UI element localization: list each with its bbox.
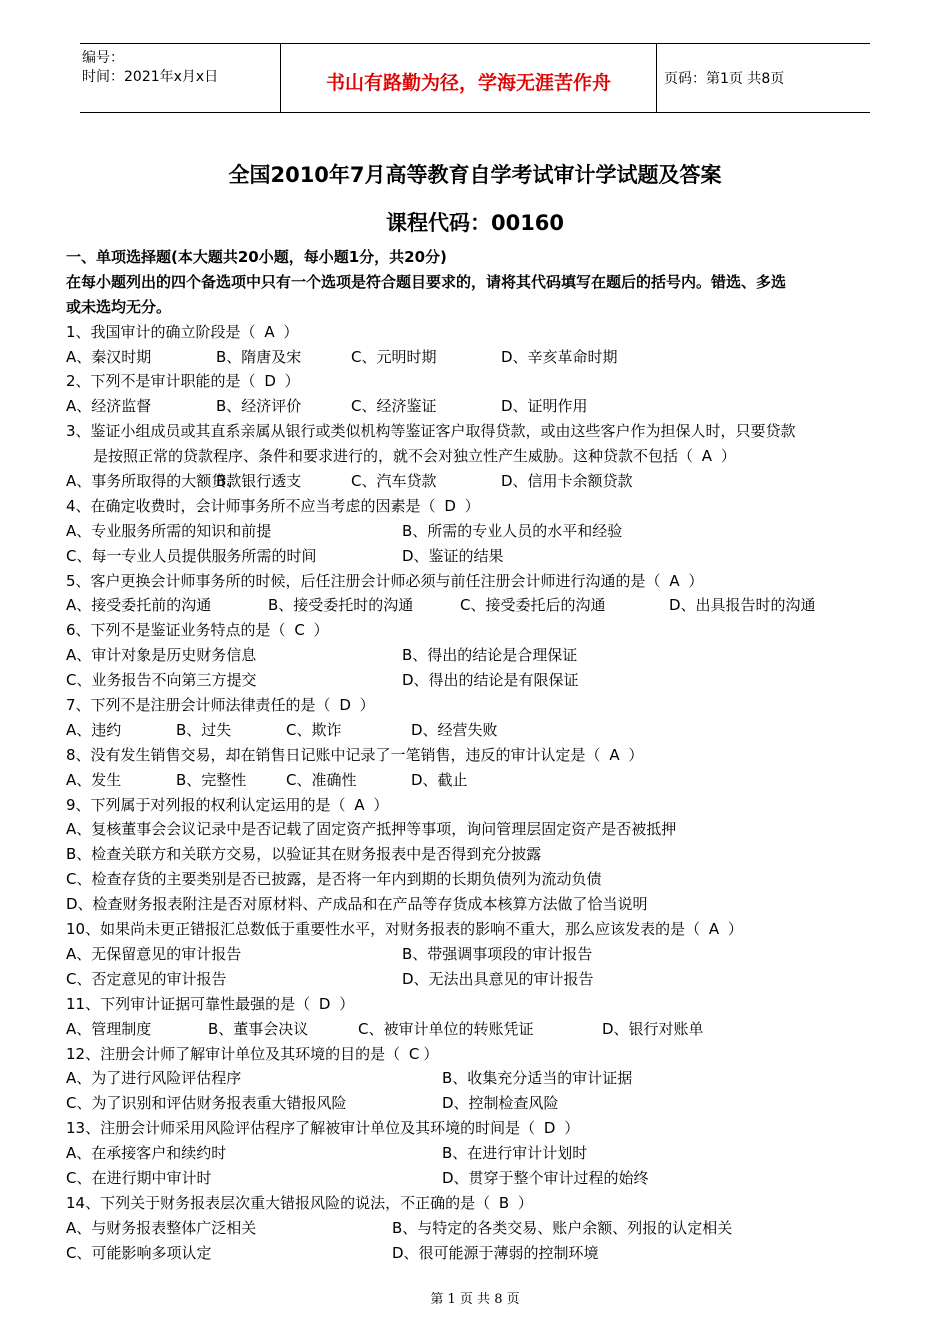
question-stem <box>66 369 886 394</box>
question-text: 2、下列不是审计职能的是（ <box>66 372 261 391</box>
option-text: A、事务所取得的大额贷款 <box>66 472 242 491</box>
question-text: ） <box>559 1119 580 1138</box>
option-row <box>66 668 886 693</box>
question-stem <box>66 320 886 345</box>
question-text: 14、下列关于财务报表层次重大错报风险的说法，不正确的是（ <box>66 1193 495 1212</box>
option-text: B、在进行审计计划时 <box>442 1144 588 1163</box>
option-row <box>66 942 886 967</box>
option-text: D、很可能源于薄弱的控制环境 <box>392 1243 599 1262</box>
option-text: A、违约 <box>66 720 122 739</box>
page-header <box>80 43 870 113</box>
question-stem <box>66 793 886 818</box>
question-stem <box>66 693 886 718</box>
option-row <box>66 768 886 793</box>
option-text: B、所需的专业人员的水平和经验 <box>402 521 623 540</box>
option-text: D、鉴证的结果 <box>402 546 504 565</box>
option-text: B、经济评价 <box>216 397 302 416</box>
option-row <box>66 1216 886 1241</box>
question-stem <box>66 1116 886 1141</box>
question-text: 11、下列审计证据可靠性最强的是（ <box>66 994 315 1013</box>
option-row <box>66 1066 886 1091</box>
option-text: D、出具报告时的沟通 <box>669 596 816 615</box>
option-row <box>66 1091 886 1116</box>
option-text: C、汽车贷款 <box>351 472 437 491</box>
option-row <box>66 643 886 668</box>
option-row <box>66 1241 886 1266</box>
option-text: A、经济监督 <box>66 397 152 416</box>
answer-letter: A <box>701 447 713 466</box>
question-text: 7、下列不是注册会计师法律责任的是（ <box>66 696 336 715</box>
option-text: A、管理制度 <box>66 1019 152 1038</box>
question-text: 9、下列属于对列报的权利认定运用的是（ <box>66 795 351 814</box>
question-text: 1、我国审计的确立阶段是（ <box>66 322 261 341</box>
question-stem <box>66 992 886 1017</box>
option-text: B、带强调事项段的审计报告 <box>402 944 593 963</box>
option-text: A、秦汉时期 <box>66 347 152 366</box>
option-text: D、证明作用 <box>501 397 588 416</box>
option-text: B、收集充分适当的审计证据 <box>442 1069 633 1088</box>
option-row <box>66 519 886 544</box>
option-text: B、接受委托时的沟通 <box>268 596 414 615</box>
option-text: C、可能影响多项认定 <box>66 1243 212 1262</box>
question-stem <box>66 419 886 444</box>
option-text: A、无保留意见的审计报告 <box>66 944 242 963</box>
option-text: B、董事会决议 <box>208 1019 309 1038</box>
option-text: D、信用卡余额贷款 <box>501 472 633 491</box>
question-text: ） <box>368 795 389 814</box>
exam-body <box>66 245 886 1266</box>
answer-letter: A <box>609 745 620 764</box>
question-stem <box>66 743 886 768</box>
option-text: D、检查财务报表附注是否对原材料、产成品和在产品等存货成本核算方法做了恰当说明 <box>66 895 648 914</box>
option-row <box>66 842 886 867</box>
question-text: ） <box>723 920 743 939</box>
option-text: C、在进行期中审计时 <box>66 1168 212 1187</box>
option-text: B、完整性 <box>176 770 247 789</box>
answer-letter: A <box>354 795 365 814</box>
question-text: ） <box>459 496 480 515</box>
option-text: B、得出的结论是合理保证 <box>402 646 578 665</box>
question-text: ） <box>278 322 299 341</box>
option-text: B、与特定的各类交易、账户余额、列报的认定相关 <box>392 1218 733 1237</box>
option-text: A、为了进行风险评估程序 <box>66 1069 242 1088</box>
option-text: D、银行对账单 <box>602 1019 704 1038</box>
option-text: D、无法出具意见的审计报告 <box>402 969 594 988</box>
option-text: A、接受委托前的沟通 <box>66 596 212 615</box>
option-text: D、贯穿于整个审计过程的始终 <box>442 1168 649 1187</box>
option-text: C、否定意见的审计报告 <box>66 969 227 988</box>
option-row <box>66 544 886 569</box>
page-footer: 第 1 页 共 8 页 <box>430 1292 520 1307</box>
question-text: 5、客户更换会计师事务所的时候，后任注册会计师必须与前任注册会计师进行沟通的是（ <box>66 571 666 590</box>
question-text: ） <box>716 447 736 466</box>
option-text: C、为了识别和评估财务报表重大错报风险 <box>66 1094 347 1113</box>
question-text: ） <box>683 571 704 590</box>
question-stem <box>66 1042 886 1067</box>
option-text: B、银行透支 <box>216 472 302 491</box>
question-text: 12、注册会计师了解审计单位及其环境的目的是（ <box>66 1044 405 1063</box>
option-text: C、每一专业人员提供服务所需的时间 <box>66 546 317 565</box>
answer-letter: D <box>318 994 331 1013</box>
option-row <box>66 394 886 419</box>
question-text: ） <box>423 1044 439 1063</box>
option-row <box>66 867 886 892</box>
option-text: C、检查存货的主要类别是否已披露，是否将一年内到期的长期负债列为流动负债 <box>66 870 602 889</box>
answer-letter: C <box>294 621 305 640</box>
question-text: 是按照正常的贷款程序、条件和要求进行的，就不会对独立性产生威胁。这种贷款不包括（ <box>93 447 698 466</box>
option-text: D、截止 <box>411 770 468 789</box>
question-stem <box>66 917 886 942</box>
question-text: 13、注册会计师采用风险评估程序了解被审计单位及其环境的时间是（ <box>66 1119 540 1138</box>
question-text: ） <box>623 745 644 764</box>
option-text: C、被审计单位的转账凭证 <box>358 1019 534 1038</box>
option-text: D、控制检查风险 <box>442 1094 559 1113</box>
option-row <box>66 593 886 618</box>
question-stem <box>66 569 886 594</box>
option-text: C、欺诈 <box>286 720 342 739</box>
question-stem-continued <box>66 444 886 469</box>
option-row <box>66 718 886 743</box>
document-title: 全国2010年7月高等教育自学考试审计学试题及答案 <box>228 163 722 187</box>
instruction-line: 或未选均无分。 <box>66 297 172 316</box>
time-label: 时间：2021年x月x日 <box>82 69 219 85</box>
page-label: 页码：第1页 共8页 <box>664 71 785 87</box>
option-row <box>66 469 886 494</box>
header-motto-cell <box>280 44 657 112</box>
option-text: B、检查关联方和关联方交易，以验证其在财务报表中是否得到充分披露 <box>66 845 542 864</box>
option-text: C、经济鉴证 <box>351 397 437 416</box>
option-text: A、与财务报表整体广泛相关 <box>66 1218 257 1237</box>
option-text: B、过失 <box>176 720 232 739</box>
option-text: A、发生 <box>66 770 122 789</box>
question-text: 10、如果尚未更正错报汇总数低于重要性水平，对财务报表的影响不重大，那么应该发表的是（ <box>66 920 705 939</box>
question-stem <box>66 618 886 643</box>
option-text: C、元明时期 <box>351 347 437 366</box>
answer-letter: A <box>264 322 275 341</box>
option-row <box>66 1141 886 1166</box>
question-text: 4、在确定收费时，会计师事务所不应当考虑的因素是（ <box>66 496 441 515</box>
question-text: ） <box>513 1193 533 1212</box>
option-text: A、复核董事会会议记录中是否记载了固定资产抵押等事项，询问管理层固定资产是否被抵押 <box>66 820 677 839</box>
answer-letter: C <box>408 1044 420 1063</box>
option-row <box>66 817 886 842</box>
option-text: C、准确性 <box>286 770 357 789</box>
number-label: 编号： <box>82 50 124 66</box>
question-text: ） <box>334 994 355 1013</box>
question-text: 6、下列不是鉴证业务特点的是（ <box>66 621 291 640</box>
option-text: D、得出的结论是有限保证 <box>402 671 579 690</box>
answer-letter: A <box>669 571 680 590</box>
question-text: 3、鉴证小组成员或其直系亲属从银行或类似机构等鉴证客户取得贷款，或由这些客户作为担保人时，只要贷款 <box>66 422 796 441</box>
option-row <box>66 1166 886 1191</box>
option-text: C、接受委托后的沟通 <box>460 596 606 615</box>
answer-letter: A <box>708 920 720 939</box>
motto: 书山有路勤为径，学海无涯苦作舟 <box>325 72 611 94</box>
option-text: A、专业服务所需的知识和前提 <box>66 521 272 540</box>
option-row <box>66 967 886 992</box>
question-text: ） <box>354 696 375 715</box>
option-text: A、审计对象是历史财务信息 <box>66 646 257 665</box>
answer-letter: D <box>444 496 456 515</box>
answer-letter: B <box>498 1193 510 1212</box>
course-code: 课程代码：00160 <box>385 211 565 235</box>
option-text: D、经营失败 <box>411 720 498 739</box>
option-row <box>66 345 886 370</box>
answer-letter: D <box>339 696 351 715</box>
option-text: D、辛亥革命时期 <box>501 347 618 366</box>
section-title: 一、单项选择题(本大题共20小题，每小题1分，共20分) <box>66 248 447 266</box>
option-row <box>66 1017 886 1042</box>
option-text: B、隋唐及宋 <box>216 347 302 366</box>
answer-letter: D <box>543 1119 556 1138</box>
instruction-line: 在每小题列出的四个备选项中只有一个选项是符合题目要求的，请将其代码填写在题后的括号内。错选、多选 <box>66 272 787 291</box>
question-text: ） <box>308 621 329 640</box>
option-row <box>66 892 886 917</box>
option-text: C、业务报告不向第三方提交 <box>66 671 257 690</box>
header-page-cell <box>656 44 870 112</box>
question-text: ） <box>279 372 300 391</box>
header-meta-cell <box>80 44 280 112</box>
answer-letter: D <box>264 372 276 391</box>
question-text: 8、没有发生销售交易，却在销售日记账中记录了一笔销售，违反的审计认定是（ <box>66 745 606 764</box>
option-text: A、在承接客户和续约时 <box>66 1144 227 1163</box>
question-stem <box>66 494 886 519</box>
question-stem <box>66 1191 886 1216</box>
